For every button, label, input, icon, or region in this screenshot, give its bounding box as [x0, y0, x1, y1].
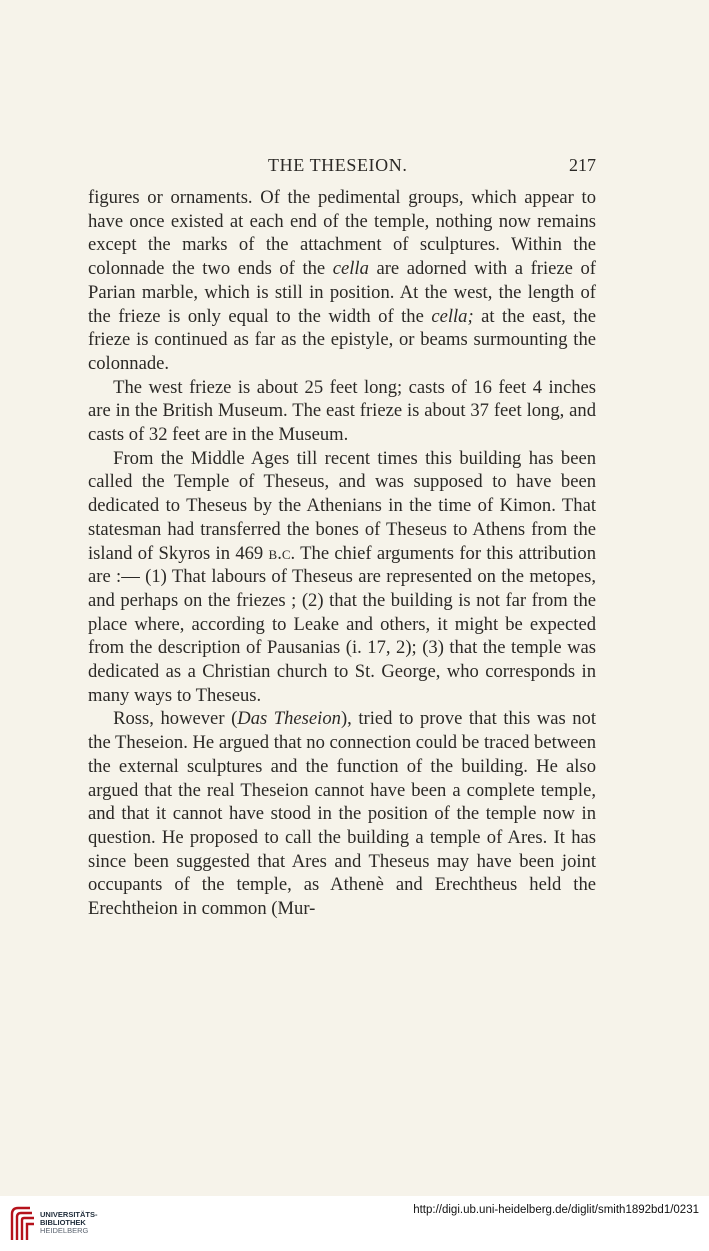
logo-line-2: BIBLIOTHEK: [40, 1218, 86, 1227]
text-run: From the Middle Ages till recent times this building has been called the Temple of Theseus, and was supposed to have been dedicated to Theseus by the Athenians in the time of Kimon. That statesman had transferred the bones of Theseus to Athens from the island of Skyros in 469: [88, 447, 596, 564]
library-logo-icon: [8, 1204, 36, 1242]
source-url-link[interactable]: http://digi.ub.uni-heidelberg.de/diglit/smith1892bd1/0231: [413, 1204, 699, 1216]
page-header: [88, 155, 596, 181]
logo-line-1: UNIVERSITÄTS-: [40, 1210, 98, 1219]
text-run: figures or ornaments. Of the pedimental groups, which appear to have once existed at each end of the temple, nothing now remains except the marks of the attachment of sculptures. Within the colonnade the two ends of the: [88, 187, 596, 280]
paragraph: [88, 186, 596, 376]
italic-text: cella;: [431, 305, 474, 327]
logo-line-3: HEIDELBERG: [40, 1226, 89, 1235]
paragraph: [88, 707, 596, 920]
running-head: THE THESEION.: [268, 155, 408, 175]
paragraph: [88, 376, 596, 447]
body-text: [88, 186, 596, 921]
text-run: ), tried to prove that this was not the Theseion. He argued that no connection could be traced between the external sculptures and the function of the building. He also argued that the real Theseion cannot have been a complete temple, and that it cannot have stood in the position of the temple now in question. He proposed to call the building a temple of Ares. It has since been suggested that Ares and Theseus may have been joint occupants of the temple, as Athenè and Erechtheus held the Erechtheion in common (Mur-: [88, 708, 596, 920]
text-run: are adorned with a frieze of Parian marble, which is still in position. At the west, the length of the frieze is only equal to the width of the: [88, 258, 596, 327]
italic-text: Das Theseion: [237, 708, 341, 730]
text-run: b.c.: [268, 542, 296, 564]
text-run: at the east, the frieze is continued as far as the epistyle, or beams surmounting the colonnade.: [88, 305, 596, 374]
paragraph: [88, 447, 596, 708]
library-logo-text: [40, 1211, 98, 1235]
text-run: Ross, however (: [113, 708, 238, 730]
italic-text: cella: [332, 258, 369, 280]
footer-bar: [0, 1196, 709, 1251]
page-number: 217: [569, 155, 596, 175]
text-run: The west frieze is about 25 feet long; casts of 16 feet 4 inches are in the British Museum. The east frieze is about 37 feet long, and casts of 32 feet are in the Museum.: [88, 376, 596, 446]
text-run: The chief arguments for this attribution are :— (1) That labours of Theseus are represented on the metopes, and perhaps on the friezes ; (2) that the building is not far from the place where, according to Leake and others, it might be expected from the description of Pausanias (i. 17, 2); (3) that the temple was dedicated as a Christian church to St. George, who corresponds in many ways to Theseus.: [88, 542, 596, 706]
